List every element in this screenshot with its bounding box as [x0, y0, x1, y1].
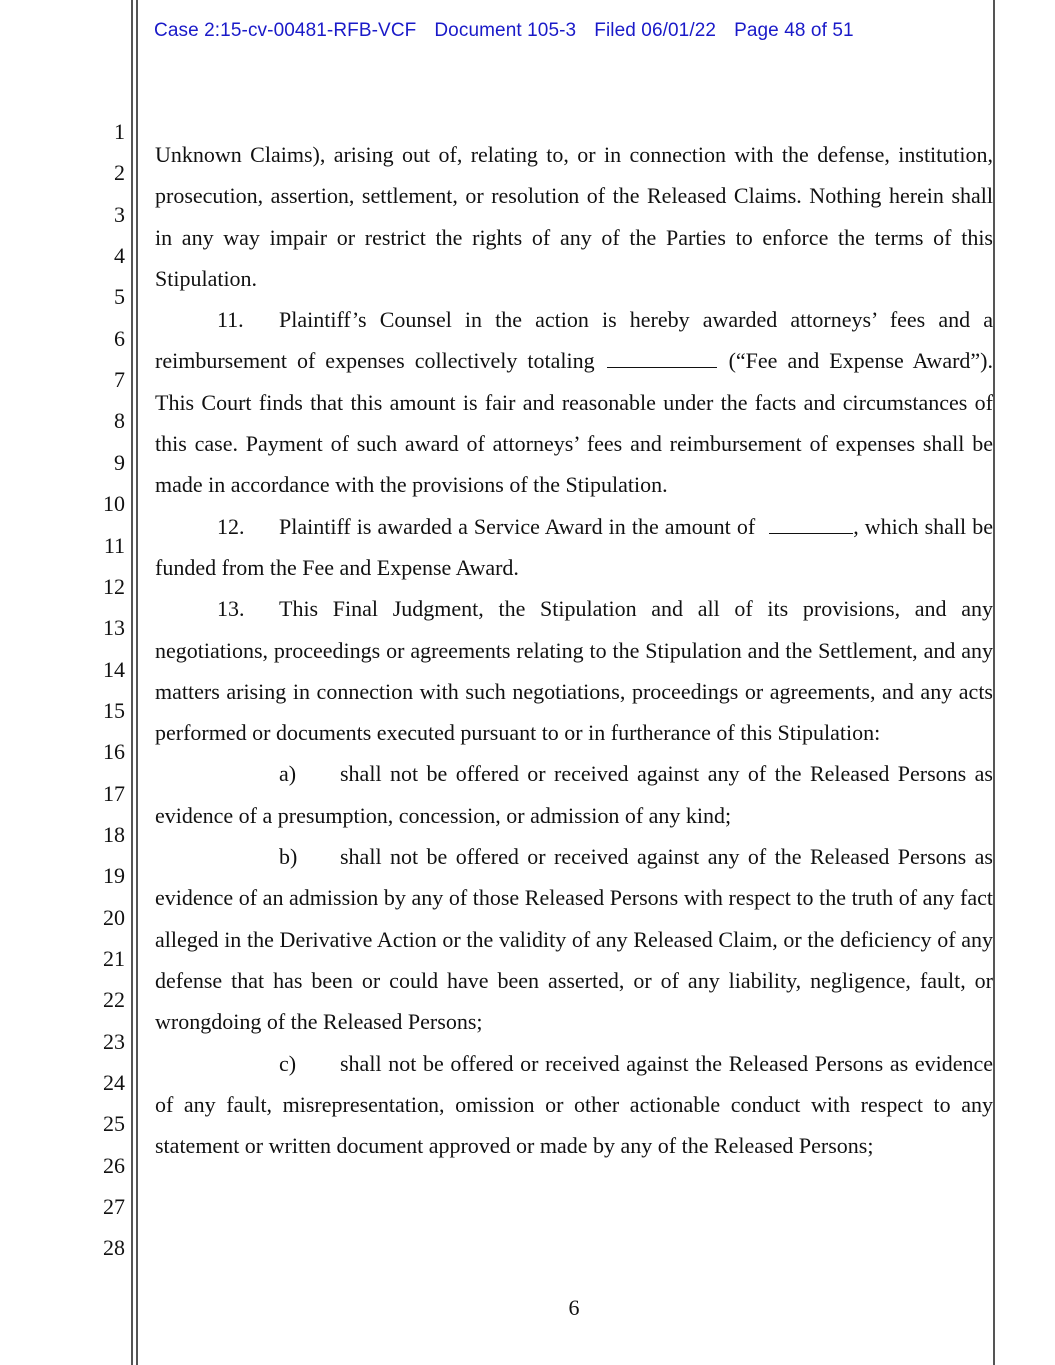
line-number: 20	[103, 904, 125, 930]
line-number: 15	[103, 697, 125, 723]
fee-amount-blank	[607, 349, 717, 368]
line-number: 22	[103, 987, 125, 1013]
paragraph-number: 13.	[217, 596, 245, 622]
page-count: Page 48 of 51	[734, 20, 854, 41]
case-number: Case 2:15-cv-00481-RFB-VCF	[154, 20, 417, 41]
line-number: 4	[114, 243, 125, 269]
paragraph-text: This Final Judgment, the Stipulation and all of its provisions, and any negotiations, proceedings or agreements relating to the Stipulation and the Settlement, and any matters arising in connection with such negotiations, proceedings or agreements, and any acts performed or documents executed pursuant to or in furtherance of this Stipulation:	[155, 596, 993, 746]
paragraph-11	[155, 299, 993, 505]
paragraph-number: 11.	[217, 307, 244, 333]
line-number: 2	[114, 160, 125, 186]
line-number: 10	[103, 491, 125, 517]
paragraph-text: Plaintiff’s Counsel in the action is hereby awarded attorneys’ fees and a reimbursement of expenses collectively totaling	[155, 307, 993, 374]
document-body	[155, 134, 993, 1166]
sub-item-b	[155, 836, 993, 1042]
line-number: 21	[103, 946, 125, 971]
line-number: 27	[103, 1194, 125, 1220]
sub-item-text: shall not be offered or received against the Released Persons as evidence of any fault, misrepresentation, omission or other actionable conduct with respect to any statement or written document approved or made by any of the Released Persons;	[155, 1050, 993, 1159]
line-number: 12	[103, 573, 125, 599]
line-number: 25	[103, 1111, 125, 1137]
line-number: 23	[103, 1028, 125, 1054]
line-number: 17	[103, 780, 125, 806]
left-margin-rule-inner	[136, 0, 138, 1365]
line-number: 14	[103, 656, 125, 682]
line-number: 24	[103, 1070, 125, 1096]
line-number: 13	[103, 615, 125, 641]
line-number: 18	[103, 821, 125, 847]
line-number: 16	[103, 739, 125, 765]
sub-item-text: shall not be offered or received against any of the Released Persons as evidence of a presumption, concession, or admission of any kind;	[155, 761, 993, 828]
sub-item-label: a)	[279, 761, 297, 787]
line-number: 1	[114, 119, 125, 144]
line-number: 3	[114, 201, 125, 227]
paragraph-text: , which shall be funded from the Fee and Expense Award.	[155, 513, 993, 580]
line-number: 9	[114, 449, 125, 475]
line-number: 5	[114, 284, 125, 310]
sub-item-label: c)	[279, 1050, 297, 1076]
paragraph-text: Plaintiff is awarded a Service Award in the amount of	[279, 513, 756, 539]
continuation-paragraph: Unknown Claims), arising out of, relating to, or in connection with the defense, institution, prosecution, assertion, settlement, or resolution of the Released Claims. Nothing herein shall in any way impair or restrict the rights of any of the Parties to enforce the terms of this Stipulation.	[155, 142, 993, 291]
line-number: 8	[114, 408, 125, 434]
sub-item-a	[155, 753, 993, 836]
line-number: 28	[103, 1235, 125, 1261]
right-margin-rule	[993, 0, 995, 1365]
filed-date: Filed 06/01/22	[594, 20, 717, 41]
service-award-blank	[769, 515, 853, 534]
sub-item-label: b)	[279, 844, 298, 870]
left-margin-rule	[131, 0, 133, 1365]
line-number: 7	[114, 367, 125, 393]
line-number: 26	[103, 1152, 125, 1178]
document-number: Document 105-3	[434, 20, 577, 41]
page-number: 6	[568, 1295, 580, 1320]
line-number: 19	[103, 863, 125, 889]
line-number: 6	[114, 325, 125, 351]
line-number: 11	[103, 532, 125, 558]
paragraph-12	[155, 506, 993, 589]
sub-item-c	[155, 1043, 993, 1167]
paragraph-text: (“Fee and Expense Award”). This Court finds that this amount is fair and reasonable under the facts and circumstances of this case. Payment of such award of attorneys’ fees and reimbursement of expenses shall be made in accordance with the provisions of the Stipulation.	[155, 348, 994, 498]
sub-item-text: shall not be offered or received against any of the Released Persons as evidence of an admission by any of those Released Persons with respect to the truth of any fact alleged in the Derivative Action or the validity of any Released Claim, or the deficiency of any defense that has been or could have been asserted, or of any liability, negligence, fault, or wrongdoing of the Released Persons;	[155, 844, 993, 1035]
ecf-header-stamp	[154, 20, 872, 42]
paragraph-13	[155, 588, 993, 753]
paragraph-number: 12.	[217, 513, 245, 539]
